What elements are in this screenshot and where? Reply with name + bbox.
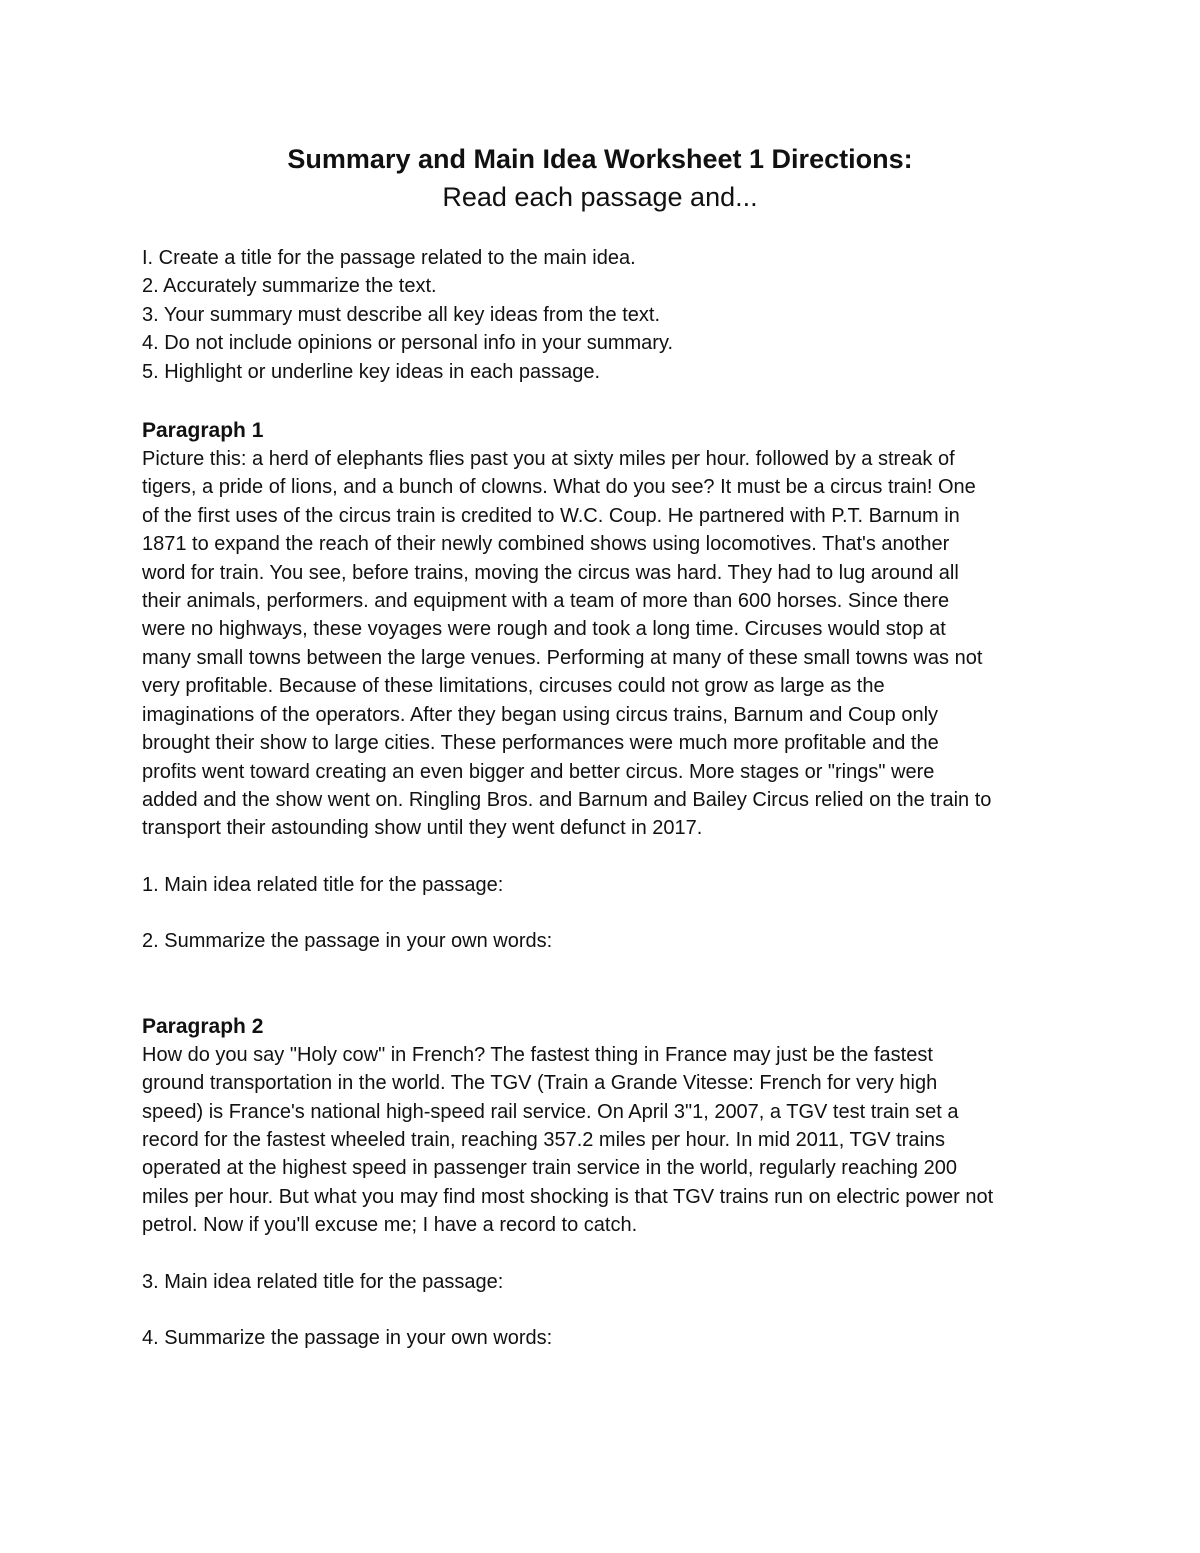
passage-line: brought their show to large cities. These performances were much more profitable and the [142,732,939,755]
passage-line: profits went toward creating an even bigger and better circus. More stages or "rings" were [142,760,935,783]
worksheet-page [142,140,1072,1352]
passage-line: speed) is France's national high-speed rail service. On April 3"1, 2007, a TGV test train set a [142,1100,959,1123]
direction-item: 5. Highlight or underline key ideas in each passage. [142,360,601,383]
passage-line: transport their astounding show until they went defunct in 2017. [142,817,703,840]
passage-line: were no highways, these voyages were rough and took a long time. Circuses would stop at [142,618,946,641]
passage-line: record for the fastest wheeled train, reaching 357.2 miles per hour. In mid 2011, TGV trains [142,1128,946,1151]
direction-item: 2. Accurately summarize the text. [142,275,437,298]
directions-list [142,244,1072,386]
direction-item: I. Create a title for the passage related to the main idea. [142,247,636,269]
passage-line: their animals, performers. and equipment with a team of more than 600 horses. Since there [142,590,950,613]
passage-line: Picture this: a herd of elephants flies past you at sixty miles per hour. followed by a streak of [142,448,955,471]
passage-line: word for train. You see, before trains, moving the circus was hard. They had to lug around all [142,561,959,584]
passage-line: very profitable. Because of these limitations, circuses could not grow as large as the [142,675,885,698]
answer-space [142,955,1072,1013]
direction-item: 3. Your summary must describe all key ideas from the text. [142,303,660,326]
paragraph-1-heading: Paragraph 1 [142,419,264,443]
passage-line: of the first uses of the circus train is credited to W.C. Coup. He partnered with P.T. Barnum in [142,504,960,527]
page-title: Summary and Main Idea Worksheet 1 Directions: [287,144,913,174]
paragraph-1-summary-prompt: 2. Summarize the passage in your own words: [142,929,553,952]
passage-line: tigers, a pride of lions, and a bunch of clowns. What do you see? It must be a circus train! One [142,476,976,499]
passage-line: added and the show went on. Ringling Bros. and Barnum and Bailey Circus relied on the train to [142,788,992,811]
passage-line: 1871 to expand the reach of their newly combined shows using locomotives. That's another [142,533,950,556]
title-block [100,140,1100,216]
paragraph-2-text [142,1041,1072,1240]
paragraph-2-title-prompt: 3. Main idea related title for the passage: [142,1270,504,1293]
paragraph-2-heading: Paragraph 2 [142,1014,264,1038]
direction-item: 4. Do not include opinions or personal info in your summary. [142,332,674,355]
passage-line: ground transportation in the world. The TGV (Train a Grande Vitesse: French for very high [142,1072,938,1095]
paragraph-1-title-prompt: 1. Main idea related title for the passage: [142,873,504,896]
passage-line: miles per hour. But what you may find most shocking is that TGV trains run on electric power not [142,1185,994,1208]
paragraph-2-summary-prompt: 4. Summarize the passage in your own words: [142,1326,553,1349]
paragraph-1-text [142,445,1072,843]
passage-line: petrol. Now if you'll excuse me; I have a record to catch. [142,1214,638,1237]
passage-line: imaginations of the operators. After they began using circus trains, Barnum and Coup only [142,703,939,726]
passage-line: operated at the highest speed in passenger train service in the world, regularly reaching 200 [142,1157,957,1180]
passage-line: How do you say "Holy cow" in French? The fastest thing in France may just be the fastest [142,1043,933,1066]
passage-line: many small towns between the large venues. Performing at many of these small towns was not [142,646,983,669]
page-subtitle: Read each passage and... [442,182,758,212]
